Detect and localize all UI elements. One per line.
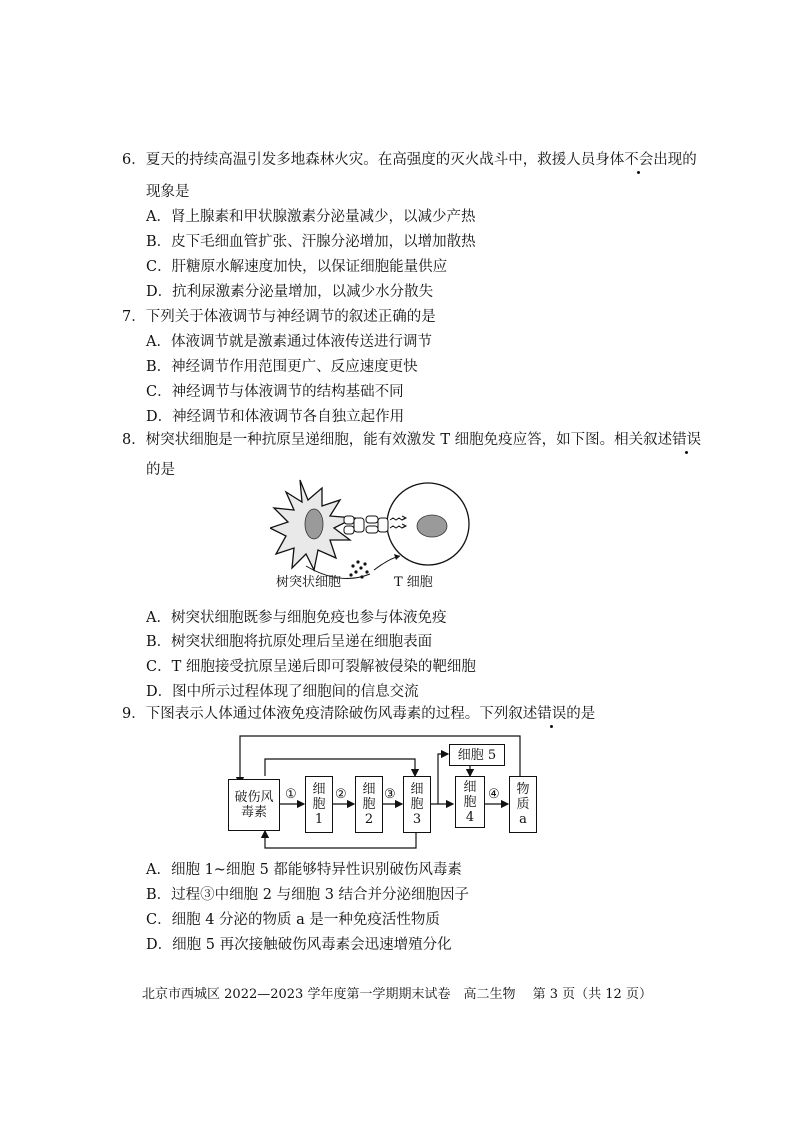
dendritic-cell-nucleus (305, 509, 323, 539)
immune-flow-diagram (225, 734, 555, 856)
t-cell-label: T 细胞 (394, 575, 433, 590)
dendritic-cell-figure (270, 478, 480, 590)
q8-option-c: C．T 细胞接受抗原呈递后即可裂解被侵染的靶细胞 (146, 659, 476, 675)
q6-option-a: A．肾上腺素和甲状腺激素分泌量减少，以减少产热 (146, 209, 476, 225)
q6-option-b: B．皮下毛细血管扩张、汗腺分泌增加，以增加散热 (146, 234, 476, 250)
q6-option-c: C．肝糖原水解速度加快，以保证细胞能量供应 (146, 259, 448, 275)
q7-stem: 7．下列关于体液调节与神经调节的叙述正确的是 (122, 309, 436, 325)
cell4-box: 细 胞 4 (455, 776, 485, 828)
cell2-box: 细 胞 2 (355, 776, 383, 833)
q7-option-c: C．神经调节与体液调节的结构基础不同 (146, 384, 404, 400)
q9-emphasis: 错误 (537, 706, 567, 722)
q8-option-b: B．树突状细胞将抗原处理后呈递在细胞表面 (146, 634, 433, 650)
q7-option-b: B．神经调节作用范围更广、反应速度更快 (146, 359, 418, 375)
q9-option-d: D．细胞 5 再次接触破伤风毒素会迅速增殖分化 (146, 937, 452, 953)
receptor-complex (344, 516, 388, 534)
q9-option-b: B．过程③中细胞 2 与细胞 3 结合并分泌细胞因子 (146, 887, 470, 903)
q9-option-a: A．细胞 1~细胞 5 都能够特异性识别破伤风毒素 (146, 862, 462, 878)
dendritic-cell-label: 树突状细胞 (276, 575, 342, 590)
step-1-label: ① (285, 787, 297, 802)
step-2-label: ② (335, 787, 347, 802)
step-3-label: ③ (384, 787, 396, 802)
toxin-box: 破伤风 毒素 (228, 779, 280, 831)
q6-option-d: D．抗利尿激素分泌量增加，以减少水分散失 (146, 284, 434, 300)
cell1-box: 细 胞 1 (305, 776, 333, 833)
q8-emphasis: 错误 (672, 432, 702, 448)
page-footer: 北京市西城区 2022—2023 学年度第一学期期末试卷 高二生物 第 3 页（共 12 页） (142, 987, 652, 1002)
cell3-box: 细 胞 3 (403, 776, 431, 833)
q7-option-d: D．神经调节和体液调节各自独立起作用 (146, 409, 405, 425)
step-4-label: ④ (488, 787, 500, 802)
q6-stem-line2: 现象是 (146, 184, 190, 200)
q7-option-a: A．体液调节就是激素通过体液传送进行调节 (146, 334, 432, 350)
q6-emphasis: 不会 (624, 152, 654, 168)
substance-a-box: 物 质 a (509, 776, 537, 833)
q9-stem: 9．下图表示人体通过体液免疫清除破伤风毒素的过程。下列叙述错误的是 (122, 706, 596, 722)
q6-stem-line1: 6．夏天的持续高温引发多地森林火灾。在高强度的灭火战斗中，救援人员身体不会出现的 (122, 152, 697, 168)
q8-stem-line2: 的是 (146, 462, 175, 478)
q8-stem-line1: 8．树突状细胞是一种抗原呈递细胞，能有效激发 T 细胞免疫应答，如下图。相关叙述错误 (122, 432, 702, 448)
q9-option-c: C．细胞 4 分泌的物质 a 是一种免疫活性物质 (146, 912, 440, 928)
q8-option-d: D．图中所示过程体现了细胞间的信息交流 (146, 684, 419, 700)
cell5-box: 细胞 5 (449, 744, 505, 766)
q8-option-a: A．树突状细胞既参与细胞免疫也参与体液免疫 (146, 610, 447, 626)
t-cell-nucleus (417, 515, 447, 537)
